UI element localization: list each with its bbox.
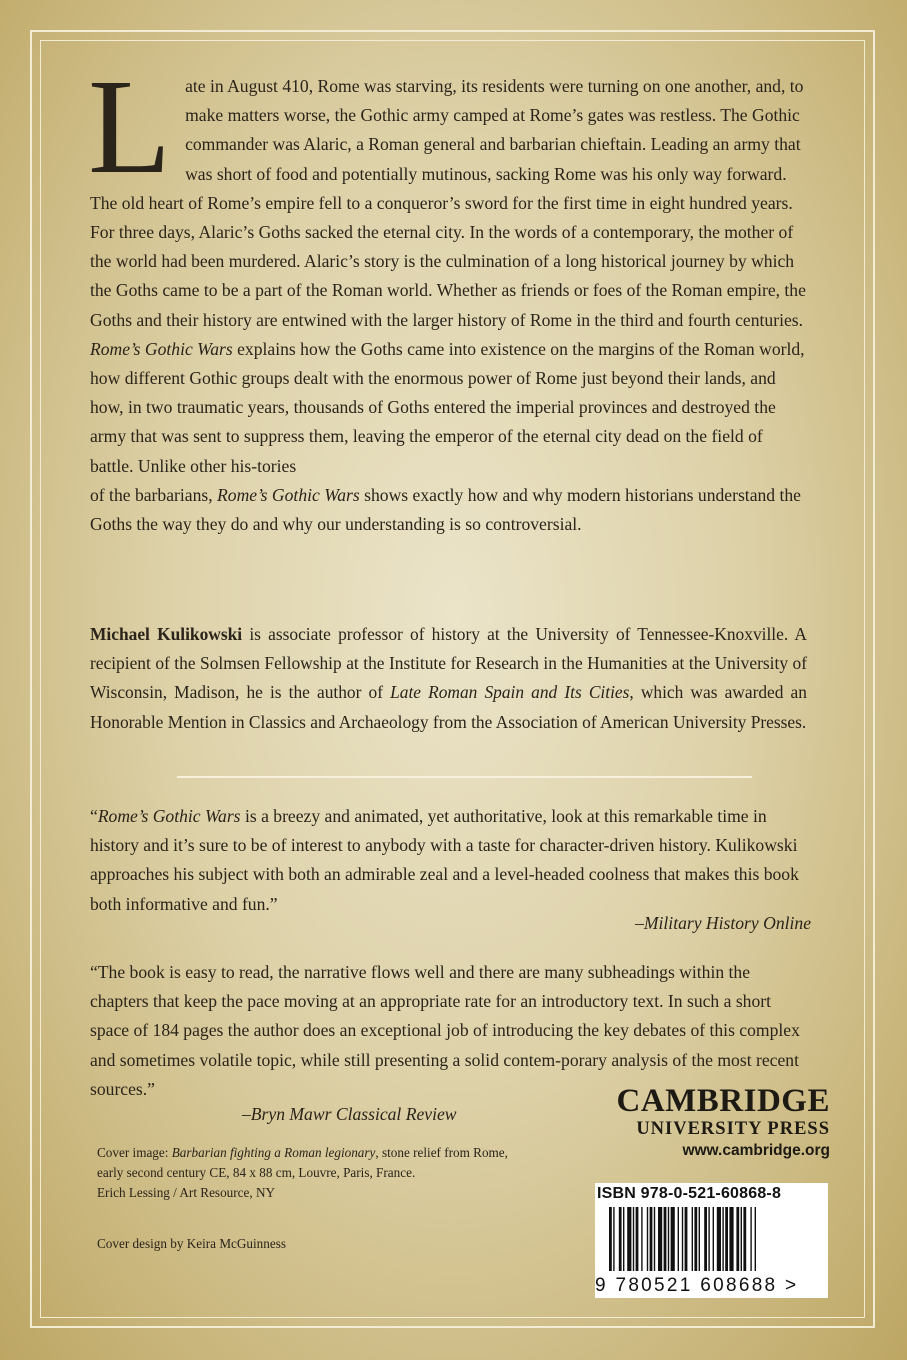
barcode-bar (668, 1207, 669, 1271)
quote1-text: is a breezy and animated, yet authoritative, look at this remarkable time in history and it’s sure to be of interest to anybody with a taste for character-driven history. Kulikowski approaches his subject with both an admirable zeal and a level-headed coolness that makes this book both informative and fun.” (90, 806, 799, 914)
barcode-bar (650, 1207, 653, 1271)
credit-details: , stone relief from Rome, early second century CE, 84 x 88 cm, Louvre, Paris, France. (97, 1145, 508, 1180)
barcode-bar (654, 1207, 655, 1271)
barcode-bar (741, 1207, 742, 1271)
review-source-2: –Bryn Mawr Classical Review (242, 1104, 457, 1124)
publisher-subtitle: UNIVERSITY PRESS (636, 1119, 830, 1139)
author-book-title: Late Roman Spain and Its Cities (390, 682, 630, 703)
barcode-bar (641, 1207, 642, 1271)
author-name: Michael Kulikowski (90, 624, 243, 644)
barcode-bar (678, 1207, 679, 1271)
blurb-text-3: of the barbarians, (90, 484, 213, 505)
section-divider (177, 776, 752, 778)
barcode-bar (636, 1207, 639, 1271)
cover-design-credit: Cover design by Keira McGuinness (97, 1236, 286, 1251)
barcode-bar (685, 1207, 688, 1271)
quote-open-mark: “ (90, 806, 98, 826)
barcode-bar (708, 1207, 709, 1271)
barcode-bar (699, 1207, 700, 1271)
barcode-bar (694, 1207, 697, 1271)
barcode-bar (658, 1207, 662, 1271)
barcode-bar (619, 1207, 622, 1271)
author-bio (90, 620, 807, 737)
bio-text-1: is associate professor of history at the University of Tennessee-Knoxville. A recipient of the Solmsen Fellowship at the Institute for Research in the Humanities at the University of Wisconsin, Madison, he is the author of (90, 624, 807, 703)
barcode-bar (664, 1207, 667, 1271)
book-title-1: Rome’s Gothic Wars (90, 338, 233, 359)
quote-book-title: Rome’s Gothic Wars (97, 806, 241, 826)
barcode-bar (729, 1207, 733, 1271)
publisher-block (595, 1084, 830, 1162)
book-title-2: Rome’s Gothic Wars (217, 484, 360, 505)
barcode-bar (692, 1207, 693, 1271)
isbn-label: ISBN 978-0-521-60868-8 (597, 1185, 782, 1202)
review-source-1: –Military History Online (635, 913, 811, 933)
publisher-name: CAMBRIDGE (616, 1083, 830, 1119)
barcode-bar (725, 1207, 728, 1271)
review-quote-2: “The book is easy to read, the narrative flows well and there are many subheadings within the chapters that keep the pace moving at an appropriate rate for an introductory text. In such a short space of 184 pages the author does an exceptional job of introducing the key debates of this complex and sometimes volatile topic, while still presenting a solid contem-porary analysis of the most recent sources.” (90, 962, 800, 1099)
barcode-bar (609, 1207, 612, 1271)
barcode-bar (613, 1207, 614, 1271)
isbn-barcode-box (595, 1183, 828, 1298)
credit-label: Cover image: (97, 1145, 169, 1160)
barcode-bar (755, 1207, 756, 1271)
barcode-bar (623, 1207, 624, 1271)
barcode-bar (713, 1207, 714, 1271)
barcode-bar (736, 1207, 739, 1271)
barcode-bar (627, 1207, 631, 1271)
barcode-bar (743, 1207, 746, 1271)
blurb-text-1: ate in August 410, Rome was starving, its residents were turning on one another, and, to make matters worse, the Gothic army camped at Rome’s gates was restless. The Gothic commander was Alaric, a Roman general and barbarian chieftain. Leading an army that was short of food and potentially mutinous, sacking Rome was his only way forward. The old heart of Rome’s empire fell to a conqueror’s sword for the first time in eight hundred years. For three days, Alaric’s Goths sacked the eternal city. In the words of a contemporary, the mother of the world had been murdered. Alaric’s story is the culmination of a long historical journey by which the Goths came to be a part of the Roman world. Whether as friends or foes of the Roman empire, the Goths and their history are entwined with the larger history of Rome in the third and fourth centuries. (90, 76, 806, 330)
barcode-bar (750, 1207, 751, 1271)
book-blurb (88, 52, 807, 539)
barcode-bar (682, 1207, 683, 1271)
bio-text-2: , which was awarded an Honorable Mention in Classics and Archaeology from the Association of American University Presses. (90, 682, 807, 732)
barcode-digits: 9 780521 608688 > (595, 1275, 799, 1296)
publisher-url: www.cambridge.org (682, 1142, 830, 1159)
barcode-bar (722, 1207, 723, 1271)
barcode-bar (704, 1207, 707, 1271)
drop-cap: L (88, 52, 172, 202)
barcode-bar (671, 1207, 675, 1271)
barcode (595, 1207, 828, 1273)
cover-image-credit (97, 1143, 517, 1203)
barcode-bar (633, 1207, 634, 1271)
barcode-bar (717, 1207, 721, 1271)
blurb-text-4: shows exactly how and why modern historians understand the Goths the way they do and why our understanding is so controversial. (90, 484, 801, 535)
blurb-text-2: explains how the Goths came into existence on the margins of the Roman world, how different Gothic groups dealt with the enormous power of Rome just beyond their lands, and how, in two traumatic years, thousands of Goths entered the imperial provinces and destroyed the army that was sent to suppress them, leaving the emperor of the eternal city dead on the field of battle. Unlike other his-tories (90, 338, 805, 476)
credit-artwork-title: Barbarian fighting a Roman legionary (171, 1145, 376, 1160)
barcode-bar (647, 1207, 648, 1271)
photo-credit: Erich Lessing / Art Resource, NY (97, 1185, 275, 1200)
review-quote-1 (90, 802, 807, 919)
